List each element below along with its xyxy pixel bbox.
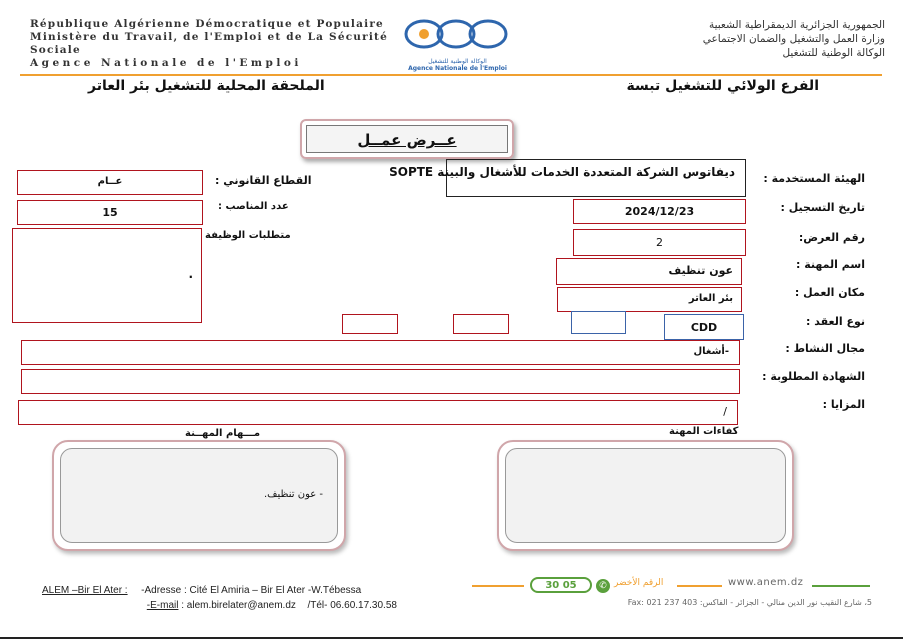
label-employer: الهيئة المستخدمة :: [763, 172, 865, 185]
bottom-rule: [0, 637, 903, 639]
footer-address: -Adresse : Cité El Amiria – Bir El Ater -W.Tébessa: [141, 585, 362, 596]
label-benefits: المزايا :: [822, 398, 865, 411]
footer-website[interactable]: www.anem.dz: [728, 577, 804, 588]
label-contract: نوع العقد :: [806, 315, 865, 328]
header-ar: [525, 18, 885, 60]
green-number: 30 05: [530, 577, 592, 593]
footer-contact: [42, 583, 397, 613]
label-activity: مجال النشاط :: [785, 342, 865, 355]
activity-value: -أشغال: [693, 346, 729, 357]
offer-no-value: 2: [656, 236, 663, 249]
footer-line-orange-2: [677, 585, 722, 587]
footer-email-label: -E-mail: [146, 600, 179, 611]
legal-sector-value: عــام: [97, 176, 123, 187]
label-requirements: متطلبات الوظيفة: [205, 230, 291, 241]
header-fr: [30, 18, 390, 70]
footer-hq-address: 5، شارع النقيب نور الدين منالي - الجزائر - الفاكس: Fax: 021 237 403: [627, 598, 872, 607]
footer-anem-strip: [472, 574, 872, 614]
header-ar-line2: وزارة العمل والتشغيل والضمان الاجتماعي: [702, 33, 885, 45]
label-legal-sector: القطاع القانوني :: [215, 174, 312, 187]
footer-office-label: ALEM –Bir El Ater :: [42, 585, 128, 596]
contract-option-box-2: [453, 314, 509, 334]
offer-no-field: [573, 229, 746, 256]
activity-field: [21, 340, 740, 365]
skills-box: [497, 440, 794, 551]
benefits-value: /: [723, 405, 727, 418]
contract-option-box-3: [571, 311, 626, 334]
skills-inner: [505, 448, 786, 543]
positions-field: [17, 200, 203, 225]
label-reg-date: تاريخ التسجيل :: [780, 201, 865, 214]
page-title: عــرض عمــل: [306, 125, 508, 153]
header-ar-line1: الجمهورية الجزائرية الديمقراطية الشعبية: [708, 19, 885, 31]
job-name-field: [556, 258, 742, 285]
logo-ar-text: الوكالة الوطنية للتشغيل: [428, 58, 487, 65]
anem-logo: [400, 14, 515, 70]
contract-option-box-1: [342, 314, 398, 334]
footer-line-orange: [472, 585, 524, 587]
phone-icon: ✆: [596, 579, 610, 593]
label-work-place: مكان العمل :: [794, 286, 865, 299]
anem-logo-icon: [400, 14, 515, 54]
requirements-field: [12, 228, 202, 323]
tasks-box: [52, 440, 346, 551]
legal-sector-field: [17, 170, 203, 195]
header-fr-line2: Ministère du Travail, de l'Emploi et de La Sécurité Sociale: [30, 31, 388, 56]
employer-value: ديفاتوس الشركة المتعددة الخدمات للأشغال والبينة SOPTE: [389, 165, 735, 179]
title-box: [300, 119, 514, 159]
label-tasks: مـــهام المهــنة: [185, 428, 261, 439]
footer-line-green: [812, 585, 870, 587]
tasks-inner: [60, 448, 338, 543]
header-divider: [20, 74, 882, 76]
benefits-field: [18, 400, 738, 425]
label-job-name: اسم المهنة :: [796, 258, 865, 271]
header-fr-line3: Agence Nationale de l'Emploi: [30, 57, 302, 69]
label-diploma: الشهادة المطلوبة :: [762, 370, 865, 383]
work-place-value: بئر العاتر: [688, 293, 733, 304]
employer-field: [389, 159, 746, 197]
contract-value: CDD: [690, 321, 718, 334]
header-ar-line3: الوكالة الوطنية للتشغيل: [782, 47, 885, 59]
diploma-field: [21, 369, 740, 394]
reg-date-field: [573, 199, 746, 224]
label-offer-no: رقم العرض:: [798, 231, 865, 244]
job-name-value: عون تنظيف: [668, 264, 733, 277]
positions-value: 15: [102, 206, 118, 219]
footer-email[interactable]: : alem.birelater@anem.dz: [181, 600, 296, 611]
label-positions: عدد المناصب :: [218, 201, 289, 212]
footer-tel: /Tél- 06.60.17.30.58: [307, 600, 397, 611]
logo-fr-text: Agence Nationale de l'Emploi: [408, 65, 507, 72]
branch-right: الفرع الولائي للتشغيل تبسة: [626, 78, 819, 94]
tasks-value: - عون تنظيف.: [264, 489, 323, 500]
header-fr-line1: République Algérienne Démocratique et Populaire: [30, 18, 384, 30]
label-skills: كفاءات المهنة: [669, 426, 739, 437]
reg-date-value: 2024/12/23: [624, 205, 695, 218]
contract-field: [664, 314, 744, 340]
branch-left: الملحقة المحلية للتشغيل بئر العاتر: [88, 78, 325, 94]
requirements-value: .: [188, 267, 193, 281]
green-label: الرقم الأخضر: [614, 578, 664, 588]
work-place-field: [557, 287, 742, 312]
